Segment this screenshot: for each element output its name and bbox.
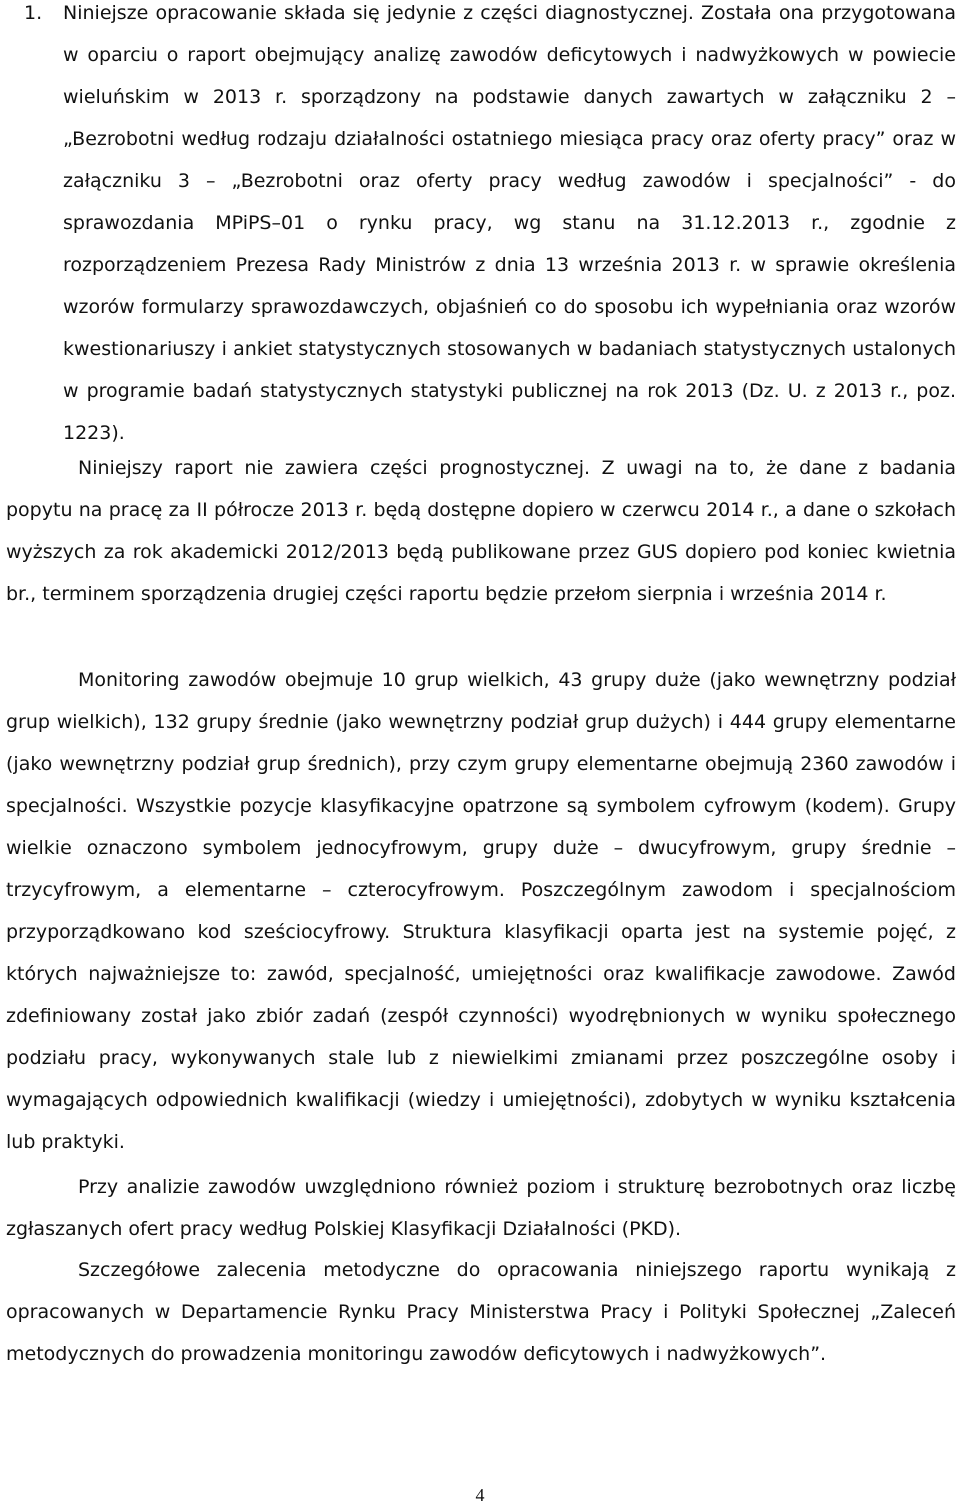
paragraph-no-forecast: Niniejszy raport nie zawiera części prognostycznej. Z uwagi na to, że dane z badania popytu na pracę za II półrocze 2013 r. będą dostępne dopiero w czerwcu 2014 r., a dane o szkołach wyższych za rok akademicki 2012/2013 będą publikowane przez GUS dopiero pod koniec kwietnia br., terminem sporządzenia drugiej części raportu będzie przełom sierpnia i września 2014 r. [6,457,956,605]
page-number: 4 [475,1485,485,1505]
paragraph-monitoring-scope: Monitoring zawodów obejmuje 10 grup wielkich, 43 grupy duże (jako wewnętrzny podział grup wielkich), 132 grupy średnie (jako wewnętrzny podział grup dużych) i 444 grupy elementarne (jako wewnętrzny podział grup średnich), przy czym grupy elementarne obejmują 2360 zawodów i specjalności. Wszystkie pozycje klasyfikacyjne opatrzone są symbolem cyfrowym (kodem). Grupy wielkie oznaczono symbolem jednocyfrowym, grupy duże – dwucyfrowym, grupy średnie – trzycyfrowym, a elementarne – czterocyfrowym. Poszczególnym zawodom i specjalnościom przyporządkowano kod sześciocyfrowy. Struktura klasyfikacji oparta jest na systemie pojęć, z których najważniejsze to: zawód, specjalność, umiejętności oraz kwalifikacje zawodowe. Zawód zdefiniowany został jako zbiór zadań (zespół czynności) wyodrębnionych w wyniku społecznego podziału pracy, wykonywanych stale lub z niewielkimi zmianami przez poszczególne osoby i wymagających odpowiednich kwalifikacji (wiedzy i umiejętności), zdobytych w wyniku kształcenia lub praktyki. [6,669,956,1153]
paragraph-pkd-analysis: Przy analizie zawodów uwzględniono również poziom i strukturę bezrobotnych oraz liczbę zgłaszanych ofert pracy według Polskiej Klasyfikacji Działalności (PKD). [6,1176,956,1240]
list-number: 1. [24,2,43,24]
paragraph-methodology: Szczegółowe zalecenia metodyczne do opracowania niniejszego raportu wynikają z opracowanych w Departamencie Rynku Pracy Ministerstwa Pracy i Polityki Społecznej „Zaleceń metodycznych do prowadzenia monitoringu zawodów deficytowych i nadwyżkowych”. [6,1259,956,1365]
numbered-list-item [0,0,960,454]
list-item-text: Niniejsze opracowanie składa się jedynie z części diagnostycznej. Została ona przygotowana w oparciu o raport obejmujący analizę zawodów deficytowych i nadwyżkowych w powiecie wieluńskim w 2013 r. sporządzony na podstawie danych zawartych w załączniku 2 – „Bezrobotni według rodzaju działalności ostatniego miesiąca pracy oraz oferty pracy” oraz w załączniku 3 – „Bezrobotni oraz oferty pracy według zawodów i specjalności” - do sprawozdania MPiPS–01 o rynku pracy, wg stanu na 31.12.2013 r., zgodnie z rozporządzeniem Prezesa Rady Ministrów z dnia 13 września 2013 r. w sprawie określenia wzorów formularzy sprawozdawczych, objaśnień co do sposobu ich wypełniania oraz wzorów kwestionariuszy i ankiet statystycznych stosowanych w badaniach statystycznych ustalonych w programie badań statystycznych statystyki publicznej na rok 2013 (Dz. U. z 2013 r., poz. 1223). [63,2,956,444]
